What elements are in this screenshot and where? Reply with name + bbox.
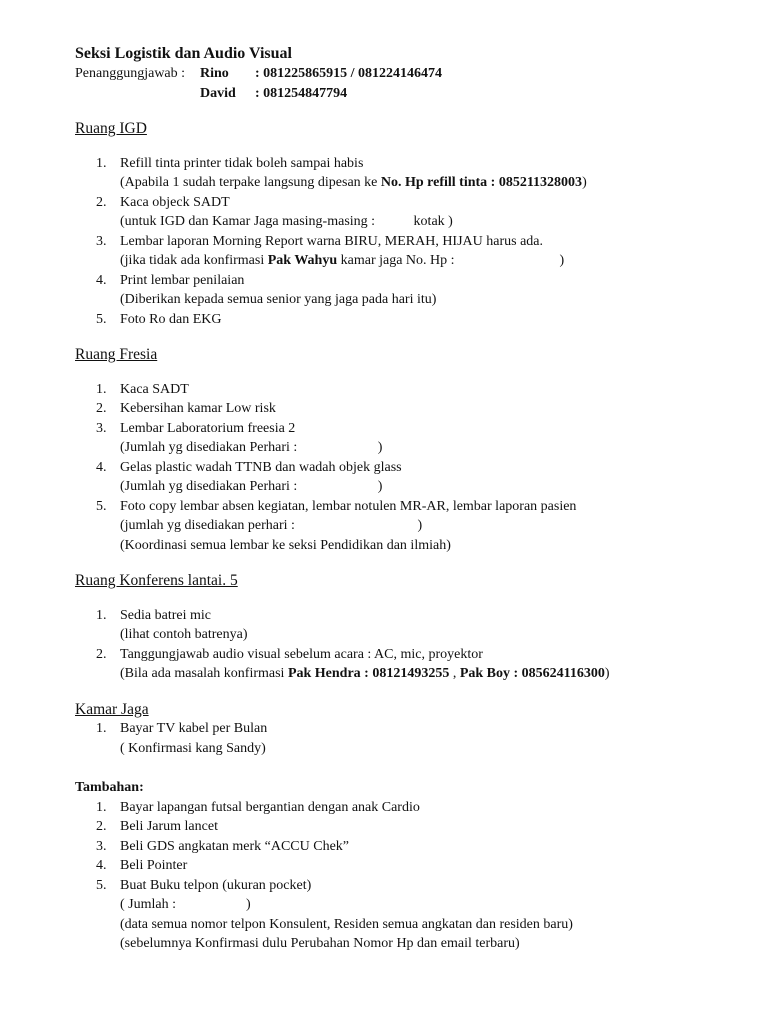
- section-title-tambahan: Tambahan:: [75, 780, 144, 795]
- list-item: 4. Print lembar penilaian (Diberikan kepada semua senior yang jaga pada hari itu): [96, 272, 437, 307]
- list-item: 1. Kaca SADT: [96, 381, 189, 397]
- responsible-phone: : 081254847794: [255, 85, 348, 101]
- kamar-list: [75, 719, 735, 758]
- section-title-konferens: Ruang Konferens lantai. 5: [75, 572, 238, 589]
- responsible-name: David: [200, 85, 236, 101]
- list-item: 4. Beli Pointer: [96, 858, 188, 873]
- document-title: Seksi Logistik dan Audio Visual: [75, 45, 292, 62]
- list-item: 5. Foto copy lembar absen kegiatan, lembar notulen MR-AR, lembar laporan pasien (jumlah yg disediakan perhari : ) (Koordinasi semua lembar ke seksi Pendidikan dan ilmiah): [96, 498, 577, 553]
- list-item: 2. Kaca objeck SADT (untuk IGD dan Kamar Jaga masing-masing : kotak ): [96, 194, 453, 229]
- responsible-row-2: [75, 84, 735, 104]
- konferens-list: [75, 606, 735, 684]
- list-item: 3. Beli GDS angkatan merk “ACCU Chek”: [96, 838, 350, 854]
- list-item: 2. Kebersihan kamar Low risk: [96, 401, 276, 416]
- list-item: 4. Gelas plastic wadah TTNB dan wadah objek glass (Jumlah yg disediakan Perhari : ): [96, 459, 402, 494]
- list-item: 1. Bayar lapangan futsal bergantian dengan anak Cardio: [96, 799, 420, 815]
- section-title-fresia: Ruang Fresia: [75, 346, 158, 363]
- list-item: 3. Lembar laporan Morning Report warna BIRU, MERAH, HIJAU harus ada. (jika tidak ada konfirmasi Pak Wahyu kamar jaga No. Hp : ): [96, 233, 565, 268]
- section-title-kamar-jaga: Kamar Jaga: [75, 700, 149, 718]
- tambahan-list: [75, 798, 735, 954]
- list-item: 3. Lembar Laboratorium freesia 2 (Jumlah yg disediakan Perhari : ): [96, 420, 383, 455]
- responsible-label: Penanggungjawab :: [75, 66, 186, 81]
- list-item: 2. Tanggungjawab audio visual sebelum acara : AC, mic, proyektor (Bila ada masalah konfirmasi Pak Hendra : 08121493255 , Pak Boy : 085624116300): [96, 646, 610, 681]
- list-item: 5. Foto Ro dan EKG: [96, 311, 222, 327]
- fresia-list: [75, 380, 735, 556]
- responsible-name: Rino: [200, 66, 229, 81]
- responsible-phone: : 081225865915 / 081224146474: [255, 66, 443, 81]
- list-item: 5. Buat Buku telpon (ukuran pocket) ( Jumlah : ) (data semua nomor telpon Konsulent, Residen semua angkatan dan residen baru) (sebelumnya Konfirmasi dulu Perubahan Nomor Hp dan email terbaru): [96, 877, 573, 951]
- list-item: 1. Sedia batrei mic (lihat contoh batrenya): [96, 607, 248, 642]
- section-title-igd: Ruang IGD: [75, 120, 147, 137]
- igd-list: [75, 154, 735, 330]
- list-item: 1. Bayar TV kabel per Bulan ( Konfirmasi kang Sandy): [96, 721, 268, 756]
- list-item: 1. Refill tinta printer tidak boleh sampai habis (Apabila 1 sudah terpake langsung dipesan ke No. Hp refill tinta : 085211328003): [96, 155, 587, 190]
- responsible-row-1: [75, 64, 735, 84]
- list-item: 2. Beli Jarum lancet: [96, 819, 218, 834]
- document-page: [75, 44, 735, 954]
